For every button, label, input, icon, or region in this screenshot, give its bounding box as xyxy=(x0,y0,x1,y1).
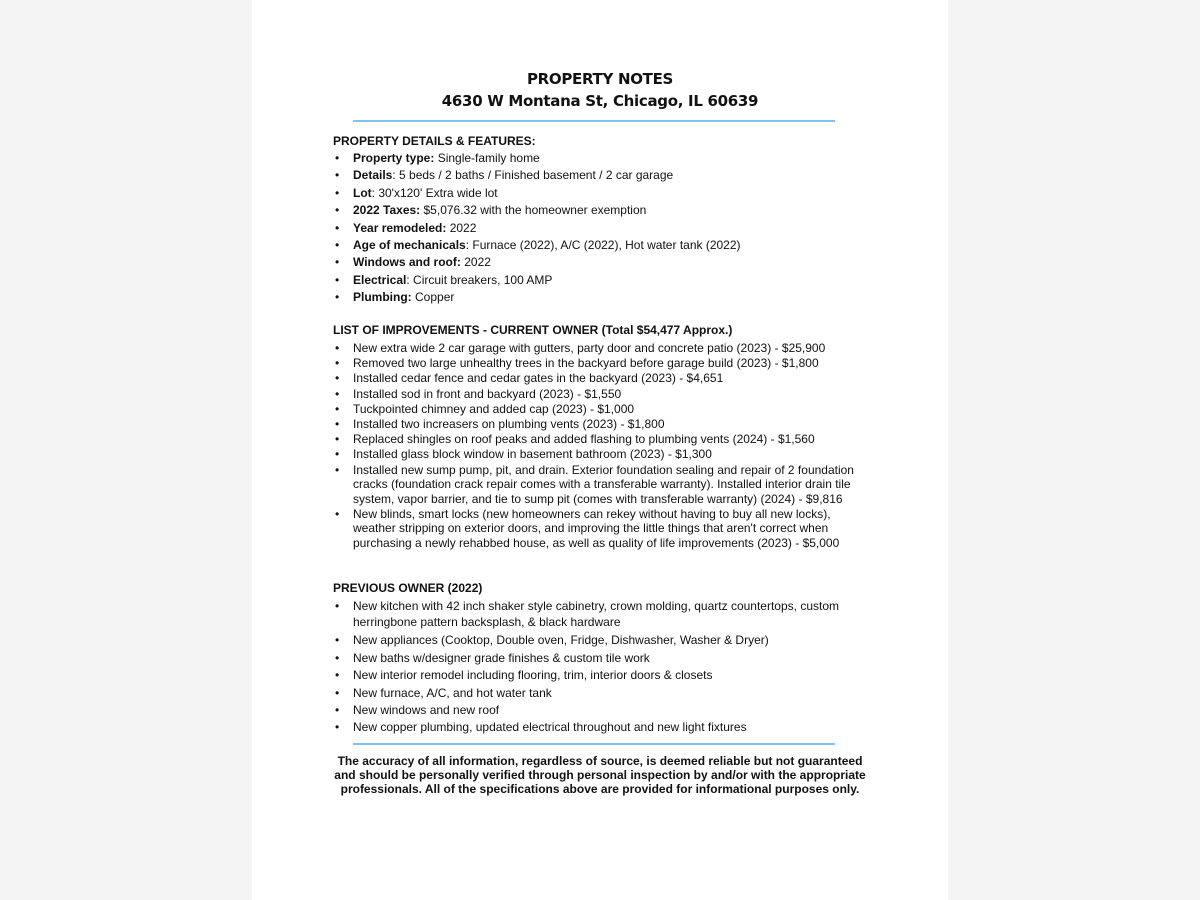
list-item: • New extra wide 2 car garage with gutters, party door and concrete patio (2023) - $25,900 xyxy=(333,341,873,356)
detail-value: Copper xyxy=(411,290,455,305)
list-item: • New blinds, smart locks (new homeowners can rekey without having to buy all new locks), weather stripping on exterior doors, and improving the little things that aren't correct when purchasing a newly rehabbed house, as well as quality of life improvements (2023) - $5,000 xyxy=(333,507,873,551)
list-item: • Removed two large unhealthy trees in the backyard before garage build (2023) - $1,800 xyxy=(333,356,873,371)
list-item xyxy=(333,203,873,220)
detail-value: : 5 beds / 2 baths / Finished basement / 2 car garage xyxy=(392,168,674,183)
detail-label: Windows and roof: xyxy=(353,255,461,270)
detail-value: 2022 xyxy=(460,255,491,270)
detail-value: : Circuit breakers, 100 AMP xyxy=(406,272,553,287)
list-item xyxy=(333,238,873,255)
list-item: • New appliances (Cooktop, Double oven, Fridge, Dishwasher, Washer & Dryer) xyxy=(333,633,873,647)
improvements-list xyxy=(333,341,873,551)
list-item: • Installed glass block window in basement bathroom (2023) - $1,300 xyxy=(333,447,873,462)
list-item: • Installed two increasers on plumbing vents (2023) - $1,800 xyxy=(333,417,873,432)
list-item: • New copper plumbing, updated electrical throughout and new light fixtures xyxy=(333,720,873,734)
list-item: • New interior remodel including flooring, trim, interior doors & closets xyxy=(333,668,873,682)
list-item: • Tuckpointed chimney and added cap (2023) - $1,000 xyxy=(333,402,873,417)
details-list xyxy=(333,151,873,308)
detail-value: : Furnace (2022), A/C (2022), Hot water tank (2022) xyxy=(465,237,741,252)
list-item: • New windows and new roof xyxy=(333,703,873,717)
list-item: • Installed new sump pump, pit, and drain. Exterior foundation sealing and repair of 2 foundation cracks (foundation crack repair comes with a transferable warranty). Installed interior drain tile system, vapor barrier, and tie to sump pit (comes with transferable warranty) (2024) - $9,816 xyxy=(333,463,873,507)
list-item xyxy=(333,255,873,272)
list-item xyxy=(333,186,873,203)
detail-label: Details xyxy=(353,168,393,183)
header-divider xyxy=(353,120,835,122)
document-title: PROPERTY NOTES xyxy=(526,70,674,88)
list-item xyxy=(333,273,873,290)
detail-label: Electrical xyxy=(353,272,407,287)
detail-label: Lot xyxy=(353,185,372,200)
detail-value: Single-family home xyxy=(434,151,540,165)
detail-label: Plumbing: xyxy=(353,290,412,305)
list-item xyxy=(333,221,873,238)
detail-label: 2022 Taxes: xyxy=(353,203,421,218)
detail-value: $5,076.32 with the homeowner exemption xyxy=(420,203,647,218)
detail-label: Age of mechanicals xyxy=(353,237,466,252)
detail-value: : 30'x120' Extra wide lot xyxy=(371,185,498,200)
property-address: 4630 W Montana St, Chicago, IL 60639 xyxy=(441,92,759,110)
previous-owner-list xyxy=(333,598,873,738)
footer-divider xyxy=(353,743,835,745)
previous-owner-heading: PREVIOUS OWNER (2022) xyxy=(333,581,483,595)
disclaimer-text: The accuracy of all information, regardless of source, is deemed reliable but not guaranteed and should be personally verified through personal inspection by and/or with the appropriate professionals. All of the specifications above are provided for informational purposes only. xyxy=(334,754,866,797)
list-item: • Installed sod in front and backyard (2023) - $1,550 xyxy=(333,387,873,402)
list-item: • Installed cedar fence and cedar gates in the backyard (2023) - $4,651 xyxy=(333,371,873,386)
list-item: • New furnace, A/C, and hot water tank xyxy=(333,686,873,700)
list-item: • Replaced shingles on roof peaks and added flashing to plumbing vents (2024) - $1,560 xyxy=(333,432,873,447)
detail-label: Year remodeled: xyxy=(353,220,447,235)
list-item xyxy=(333,290,873,307)
list-item: • New baths w/designer grade finishes & custom tile work xyxy=(333,651,873,665)
details-heading: PROPERTY DETAILS & FEATURES: xyxy=(333,134,536,148)
detail-value: 2022 xyxy=(446,220,477,235)
list-item: • New kitchen with 42 inch shaker style cabinetry, crown molding, quartz countertops, custom herringbone pattern backsplash, & black hardware xyxy=(333,598,873,630)
detail-label: Property type: xyxy=(353,151,435,165)
document-page xyxy=(252,0,948,900)
improvements-heading: LIST OF IMPROVEMENTS - CURRENT OWNER (Total $54,477 Approx.) xyxy=(333,323,733,337)
list-item xyxy=(333,168,873,185)
list-item xyxy=(333,151,873,168)
